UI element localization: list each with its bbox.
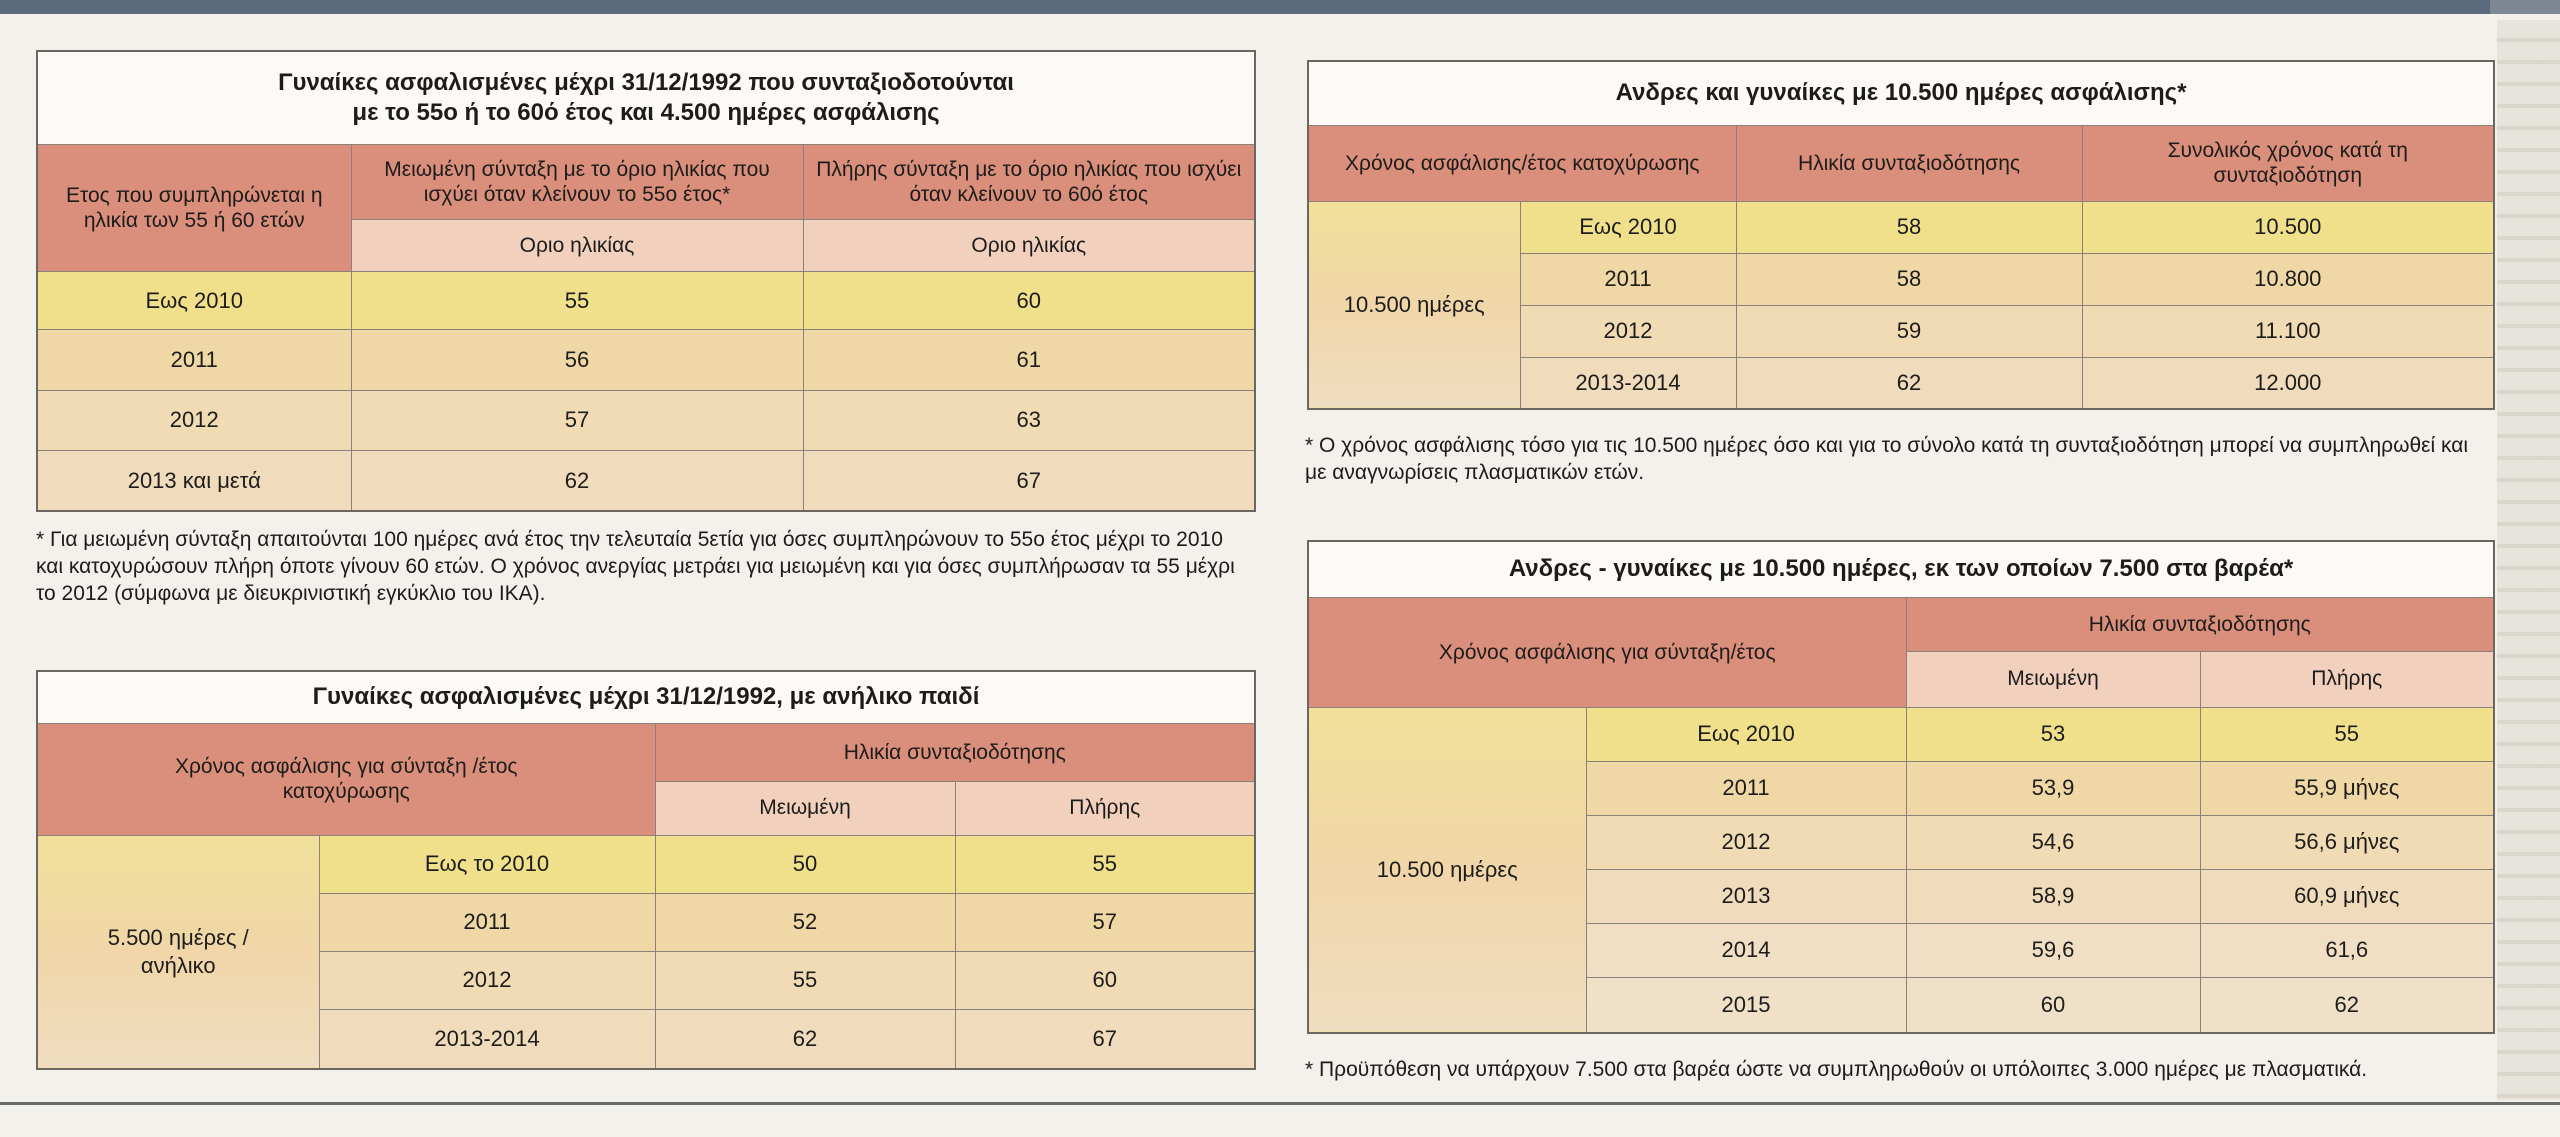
bottom-rule (0, 1102, 2560, 1105)
top-banner (0, 0, 2490, 14)
subheader-reduced: Μειωμένη (1906, 651, 2200, 707)
table-title: Ανδρες και γυναίκες με 10.500 ημέρες ασφάλισης* (1308, 61, 2494, 125)
cell-full: 61 (803, 330, 1255, 390)
adjacent-column-edge (2497, 20, 2560, 1100)
subheader-full: Πλήρης (2200, 651, 2494, 707)
cell-full: 55 (2200, 707, 2494, 761)
cell-year: 2012 (37, 390, 351, 450)
cell-reduced: 55 (655, 951, 955, 1009)
cell-full: 67 (803, 451, 1255, 511)
cell-full: 63 (803, 390, 1255, 450)
cell-year: 2012 (1520, 305, 1736, 357)
column-header-reduced: Μειωμένη σύνταξη με το όριο ηλικίας που ισχύει όταν κλείνουν το 55ο έτος* (351, 145, 803, 220)
column-header-insurance-time (37, 723, 655, 835)
cell-age: 58 (1736, 253, 2082, 305)
table1-footnote: * Για μειωμένη σύνταξη απαιτούνται 100 ημέρες ανά έτος την τελευταία 5ετία για όσες συμπληρώνουν το 55ο έτος μέχρι το 2010 και κατοχυρώσουν πλήρη όποτε γίνουν 60 ετών. Ο χρόνος ανεργίας μετράει για μειωμένη και για όσες συμπλήρωσαν τα 55 μέχρι το 2012 (σύμφωνα με διευκρινιστική εγκύκλιο του ΙΚΑ). (36, 528, 1235, 605)
cell-year: Εως 2010 (1586, 707, 1906, 761)
cell-full: 56,6 μήνες (2200, 815, 2494, 869)
subheader-age-limit: Οριο ηλικίας (803, 220, 1255, 272)
cell-year: 2013 και μετά (37, 451, 351, 511)
group-label (37, 835, 319, 1069)
cell-year: 2011 (37, 330, 351, 390)
cell-reduced: 57 (351, 390, 803, 450)
table-women-minor-child (36, 670, 1256, 1070)
cell-full: 60 (955, 951, 1255, 1009)
cell-full: 55,9 μήνες (2200, 761, 2494, 815)
table-women-4500-days (36, 50, 1256, 512)
cell-total: 10.800 (2082, 253, 2494, 305)
cell-full: 57 (955, 893, 1255, 951)
table-title-line2: με το 55ο ή το 60ό έτος και 4.500 ημέρες ασφάλισης (352, 99, 940, 127)
cell-total: 11.100 (2082, 305, 2494, 357)
cell-reduced: 62 (351, 451, 803, 511)
subheader-age-limit: Οριο ηλικίας (351, 220, 803, 272)
cell-year: 2013-2014 (1520, 357, 1736, 409)
cell-year: 2011 (319, 893, 655, 951)
cell-year: 2012 (319, 951, 655, 1009)
cell-age: 59 (1736, 305, 2082, 357)
cell-year: Εως 2010 (37, 272, 351, 330)
subheader-full: Πλήρης (955, 781, 1255, 835)
table-row (37, 390, 1255, 450)
cell-year: 2013-2014 (319, 1009, 655, 1069)
group-label: 10.500 ημέρες (1308, 707, 1586, 1033)
cell-full: 67 (955, 1009, 1255, 1069)
cell-reduced: 58,9 (1906, 869, 2200, 923)
table-title: Γυναίκες ασφαλισμένες μέχρι 31/12/1992, με ανήλικο παιδί (37, 671, 1255, 723)
cell-reduced: 62 (655, 1009, 955, 1069)
cell-year: 2011 (1520, 253, 1736, 305)
cell-age: 58 (1736, 201, 2082, 253)
group-label: 10.500 ημέρες (1308, 201, 1520, 409)
column-header-insurance-time: Χρόνος ασφάλισης/έτος κατοχύρωσης (1308, 125, 1736, 201)
cell-reduced: 55 (351, 272, 803, 330)
subheader-reduced: Μειωμένη (655, 781, 955, 835)
table-row (37, 835, 1255, 893)
cell-full: 55 (955, 835, 1255, 893)
table-row (1308, 707, 2494, 761)
cell-full: 62 (2200, 977, 2494, 1033)
cell-reduced: 56 (351, 330, 803, 390)
table-row (37, 330, 1255, 390)
cell-reduced: 53,9 (1906, 761, 2200, 815)
cell-year: Εως το 2010 (319, 835, 655, 893)
table4-footnote: * Προϋπόθεση να υπάρχουν 7.500 στα βαρέα ώστε να συμπληρωθούν οι υπόλοιπες 3.000 ημέρες με πλασματικά. (1305, 1058, 2368, 1081)
cell-full: 60 (803, 272, 1255, 330)
table-row (1308, 201, 2494, 253)
cell-year: 2014 (1586, 923, 1906, 977)
cell-full: 60,9 μήνες (2200, 869, 2494, 923)
cell-reduced: 52 (655, 893, 955, 951)
cell-reduced: 50 (655, 835, 955, 893)
cell-year: 2011 (1586, 761, 1906, 815)
table-title-line1: Γυναίκες ασφαλισμένες μέχρι 31/12/1992 που συνταξιοδοτούνται (278, 69, 1014, 97)
cell-reduced: 53 (1906, 707, 2200, 761)
column-header-retirement-age: Ηλικία συνταξιοδότησης (655, 723, 1255, 781)
table-row (37, 451, 1255, 511)
cell-reduced: 59,6 (1906, 923, 2200, 977)
column-header-total-time-text: Συνολικός χρόνος κατά τη συνταξιοδότηση (2167, 139, 2408, 187)
column-header-year: Ετος που συμπληρώνεται η ηλικία των 55 ή 60 ετών (37, 145, 351, 272)
column-header-retirement-age: Ηλικία συνταξιοδότησης (1736, 125, 2082, 201)
group-label-text: 5.500 ημέρες /ανήλικο (107, 924, 249, 978)
table3-footnote: * Ο χρόνος ασφάλισης τόσο για τις 10.500 ημέρες όσο και για το σύνολο κατά τη συνταξιοδότηση μπορεί να συμπληρωθεί και με αναγνωρίσεις πλασματικών ετών. (1305, 434, 2469, 484)
column-header-retirement-age: Ηλικία συνταξιοδότησης (1906, 597, 2494, 651)
cell-reduced: 60 (1906, 977, 2200, 1033)
cell-age: 62 (1736, 357, 2082, 409)
cell-year: 2013 (1586, 869, 1906, 923)
cell-year: 2012 (1586, 815, 1906, 869)
cell-total: 10.500 (2082, 201, 2494, 253)
table-title: Ανδρες - γυναίκες με 10.500 ημέρες, εκ των οποίων 7.500 στα βαρέα* (1308, 541, 2494, 597)
table-10500-days-heavy (1307, 540, 2495, 1034)
cell-full: 61,6 (2200, 923, 2494, 977)
cell-year: Εως 2010 (1520, 201, 1736, 253)
cell-year: 2015 (1586, 977, 1906, 1033)
column-header-insurance-time: Χρόνος ασφάλισης για σύνταξη/έτος (1308, 597, 1906, 707)
column-header-insurance-time-text: Χρόνος ασφάλισης για σύνταξη /έτος κατοχύρωσης (174, 755, 518, 803)
cell-reduced: 54,6 (1906, 815, 2200, 869)
top-banner-edge (2490, 0, 2560, 14)
table-row (37, 272, 1255, 330)
table-10500-days (1307, 60, 2495, 410)
cell-total: 12.000 (2082, 357, 2494, 409)
table-title (37, 51, 1255, 145)
column-header-total-time (2082, 125, 2494, 201)
column-header-full: Πλήρης σύνταξη με το όριο ηλικίας που ισχύει όταν κλείνουν το 60ό έτος (803, 145, 1255, 220)
